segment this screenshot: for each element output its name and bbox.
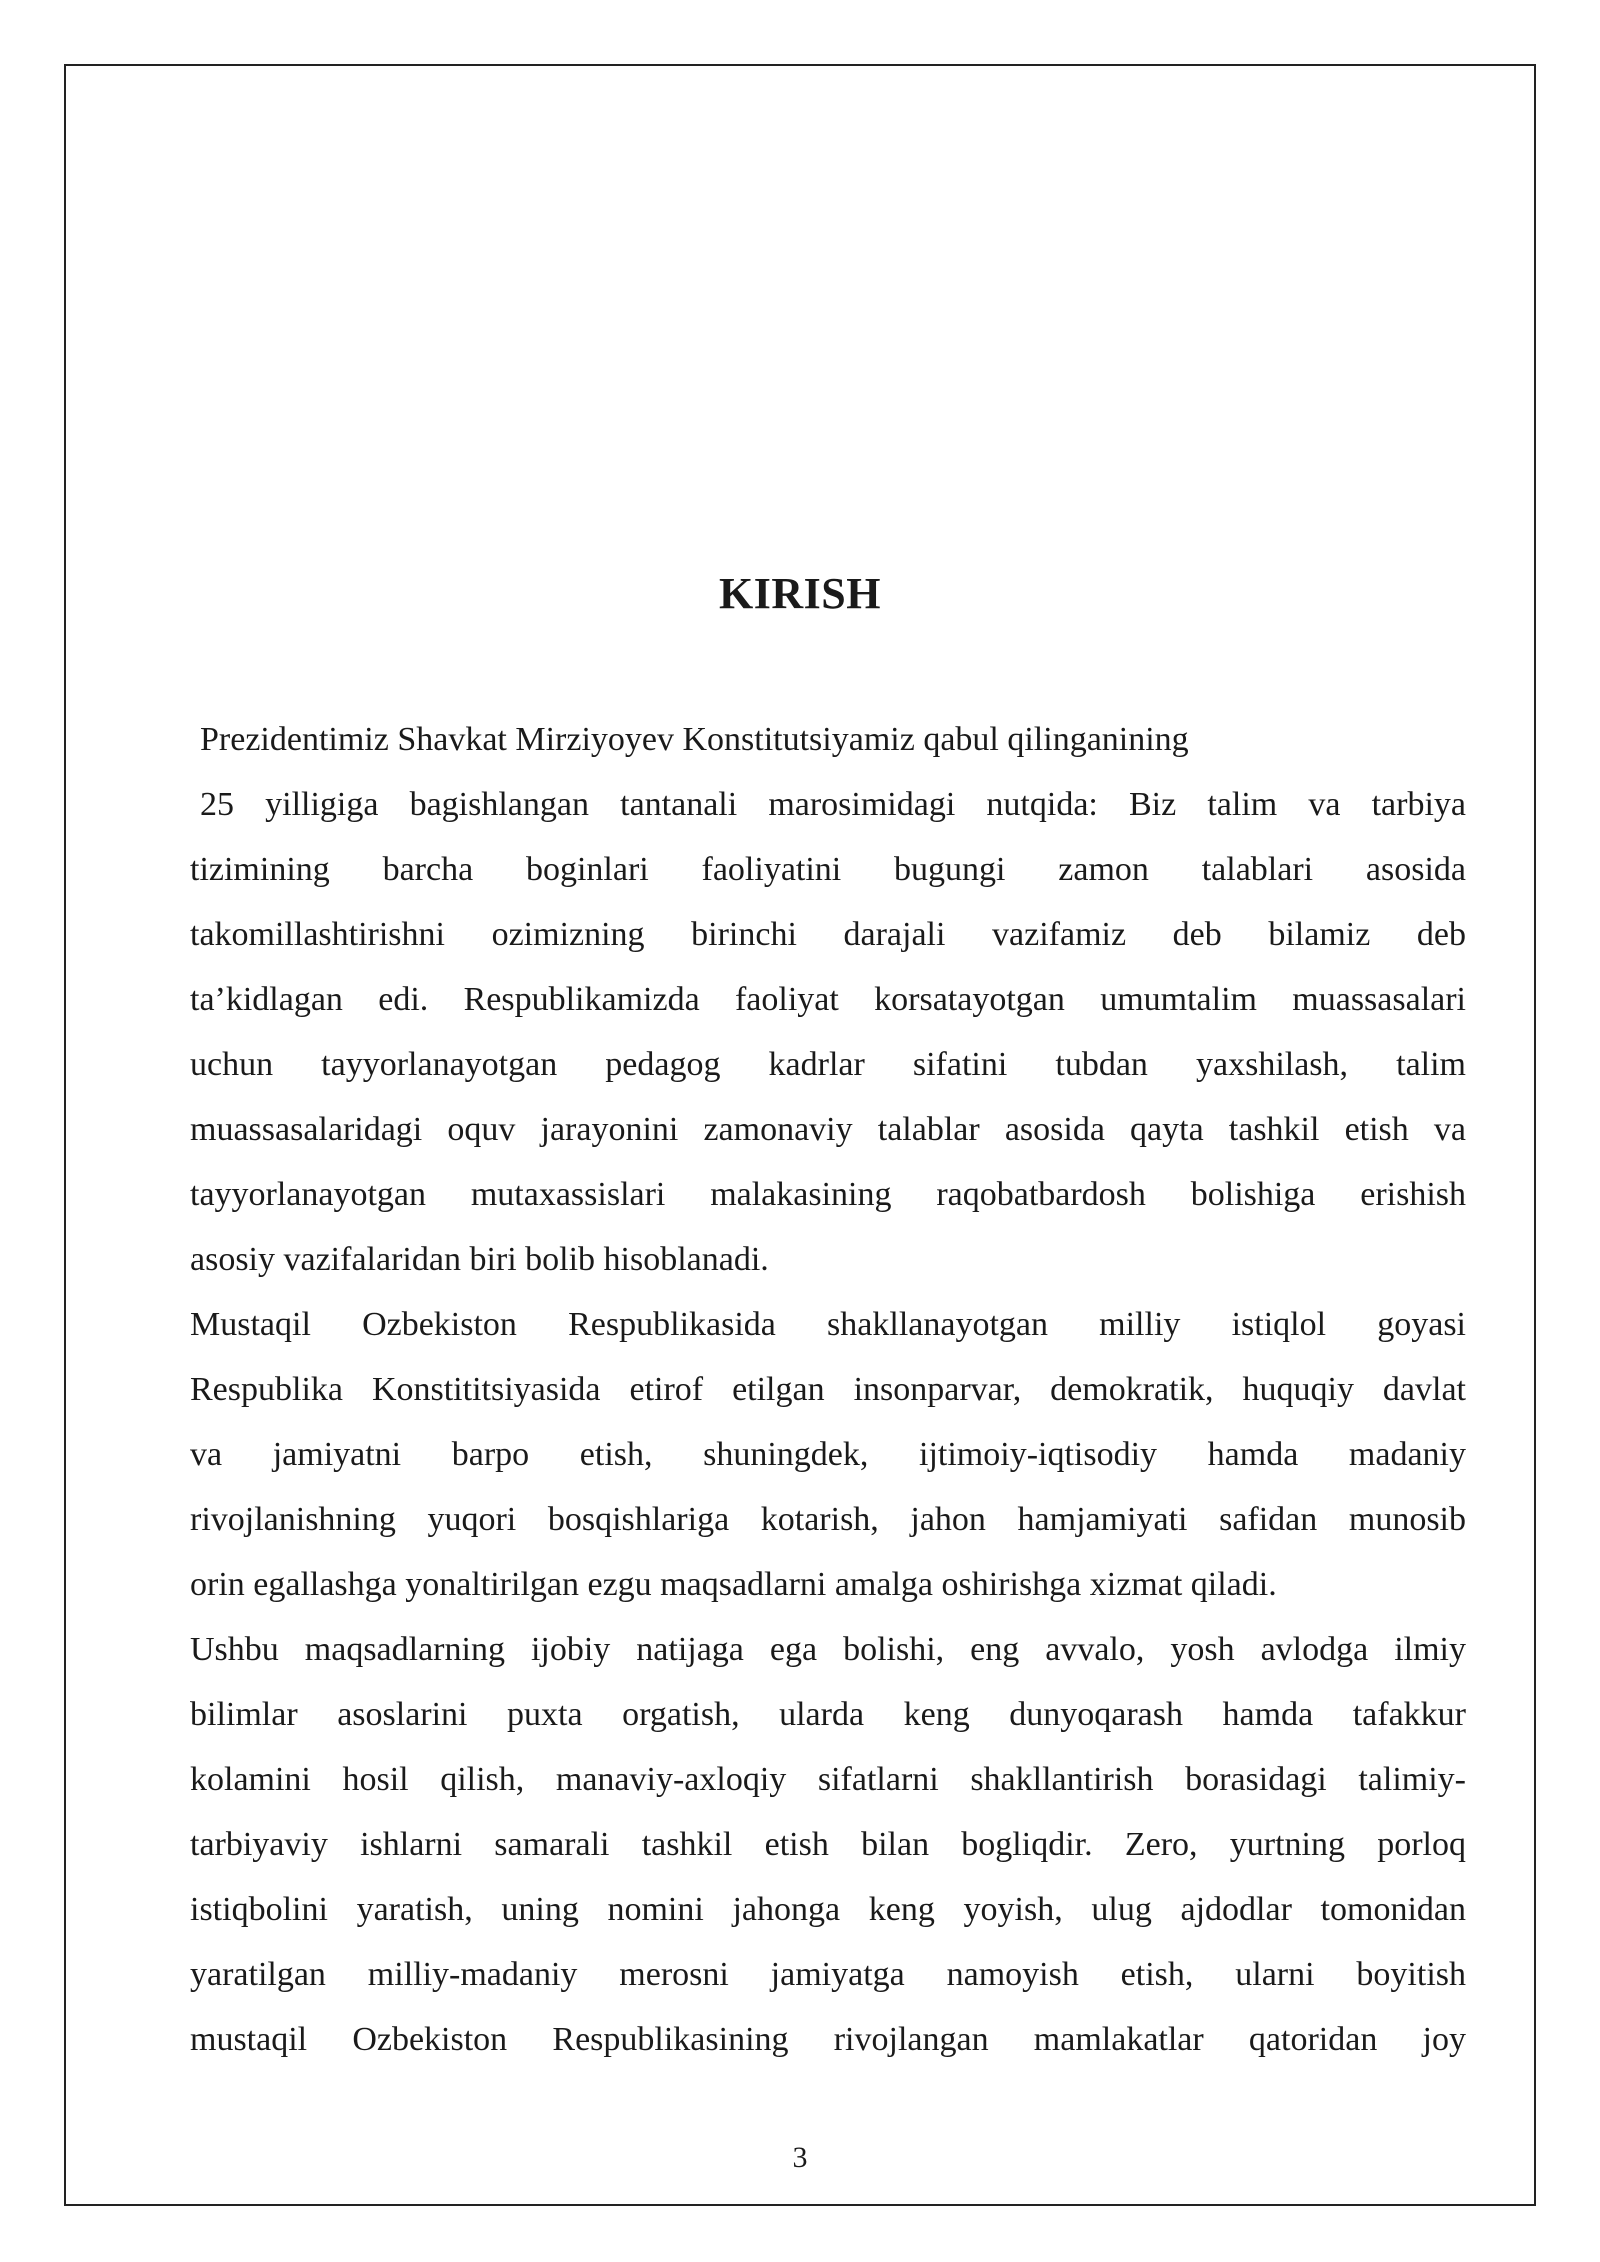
paragraph-1-line: muassasalaridagi oquv jarayonini zamonaviy talablar asosida qayta tashkil etish va [190,1111,1466,1148]
paragraph-3-line: tarbiyaviy ishlarni samarali tashkil etish bilan bogliqdir. Zero, yurtning porloq [190,1826,1466,1863]
paragraph-1-line: takomillashtirishni ozimizning birinchi darajali vazifamiz deb bilamiz deb [190,916,1466,953]
paragraph-3-line: bilimlar asoslarini puxta orgatish, ularda keng dunyoqarash hamda tafakkur [190,1696,1466,1733]
paragraph-2-line: va jamiyatni barpo etish, shuningdek, ijtimoiy-iqtisodiy hamda madaniy [190,1436,1466,1473]
paragraph-2-line: Respublika Konstititsiyasida etirof etilgan insonparvar, demokratik, huquqiy davlat [190,1371,1466,1408]
page-heading: KIRISH [719,569,881,618]
paragraph-3-line: kolamini hosil qilish, manaviy-axloqiy sifatlarni shakllantirish borasidagi talimiy- [190,1761,1466,1798]
paragraph-3-line: Ushbu maqsadlarning ijobiy natijaga ega bolishi, eng avvalo, yosh avlodga ilmiy [190,1631,1466,1668]
paragraph-1-line: tayyorlanayotgan mutaxassislari malakasining raqobatbardosh bolishiga erishish [190,1176,1466,1213]
paragraph-2-line: rivojlanishning yuqori bosqishlariga kotarish, jahon hamjamiyati safidan munosib [190,1501,1466,1538]
paragraph-1-last-line: asosiy vazifalaridan biri bolib hisoblanadi. [190,1241,769,1278]
paragraph-2-line: Mustaqil Ozbekiston Respublikasida shakllanayotgan milliy istiqlol goyasi [190,1306,1466,1343]
paragraph-3 [190,1617,1466,2072]
paragraph-3-line: yaratilgan milliy-madaniy merosni jamiyatga namoyish etish, ularni boyitish [190,1956,1466,1993]
paragraph-first-line: Prezidentimiz Shavkat Mirziyoyev Konstitutsiyamiz qabul qilinganining [200,721,1189,758]
paragraph-1-line: 25 yilligiga bagishlangan tantanali marosimidagi nutqida: Biz talim va tarbiya [200,786,1466,823]
paragraph-1-line: uchun tayyorlanayotgan pedagog kadrlar sifatini tubdan yaxshilash, talim [190,1046,1466,1083]
paragraph-2 [190,1292,1466,1617]
paragraph-2-last-line: orin egallashga yonaltirilgan ezgu maqsadlarni amalga oshirishga xizmat qiladi. [190,1566,1277,1603]
paragraph-3-line: istiqbolini yaratish, uning nomini jahonga keng yoyish, ulug ajdodlar tomonidan [190,1891,1466,1928]
paragraph-1 [190,772,1466,1292]
page-number: 3 [792,2141,808,2174]
paragraph-3-line: mustaqil Ozbekiston Respublikasining rivojlangan mamlakatlar qatoridan joy [190,2021,1466,2058]
paragraph-1-line: ta’kidlagan edi. Respublikamizda faoliyat korsatayotgan umumtalim muassasalari [190,981,1466,1018]
paragraph-1-line: tizimining barcha boginlari faoliyatini bugungi zamon talablari asosida [190,851,1466,888]
